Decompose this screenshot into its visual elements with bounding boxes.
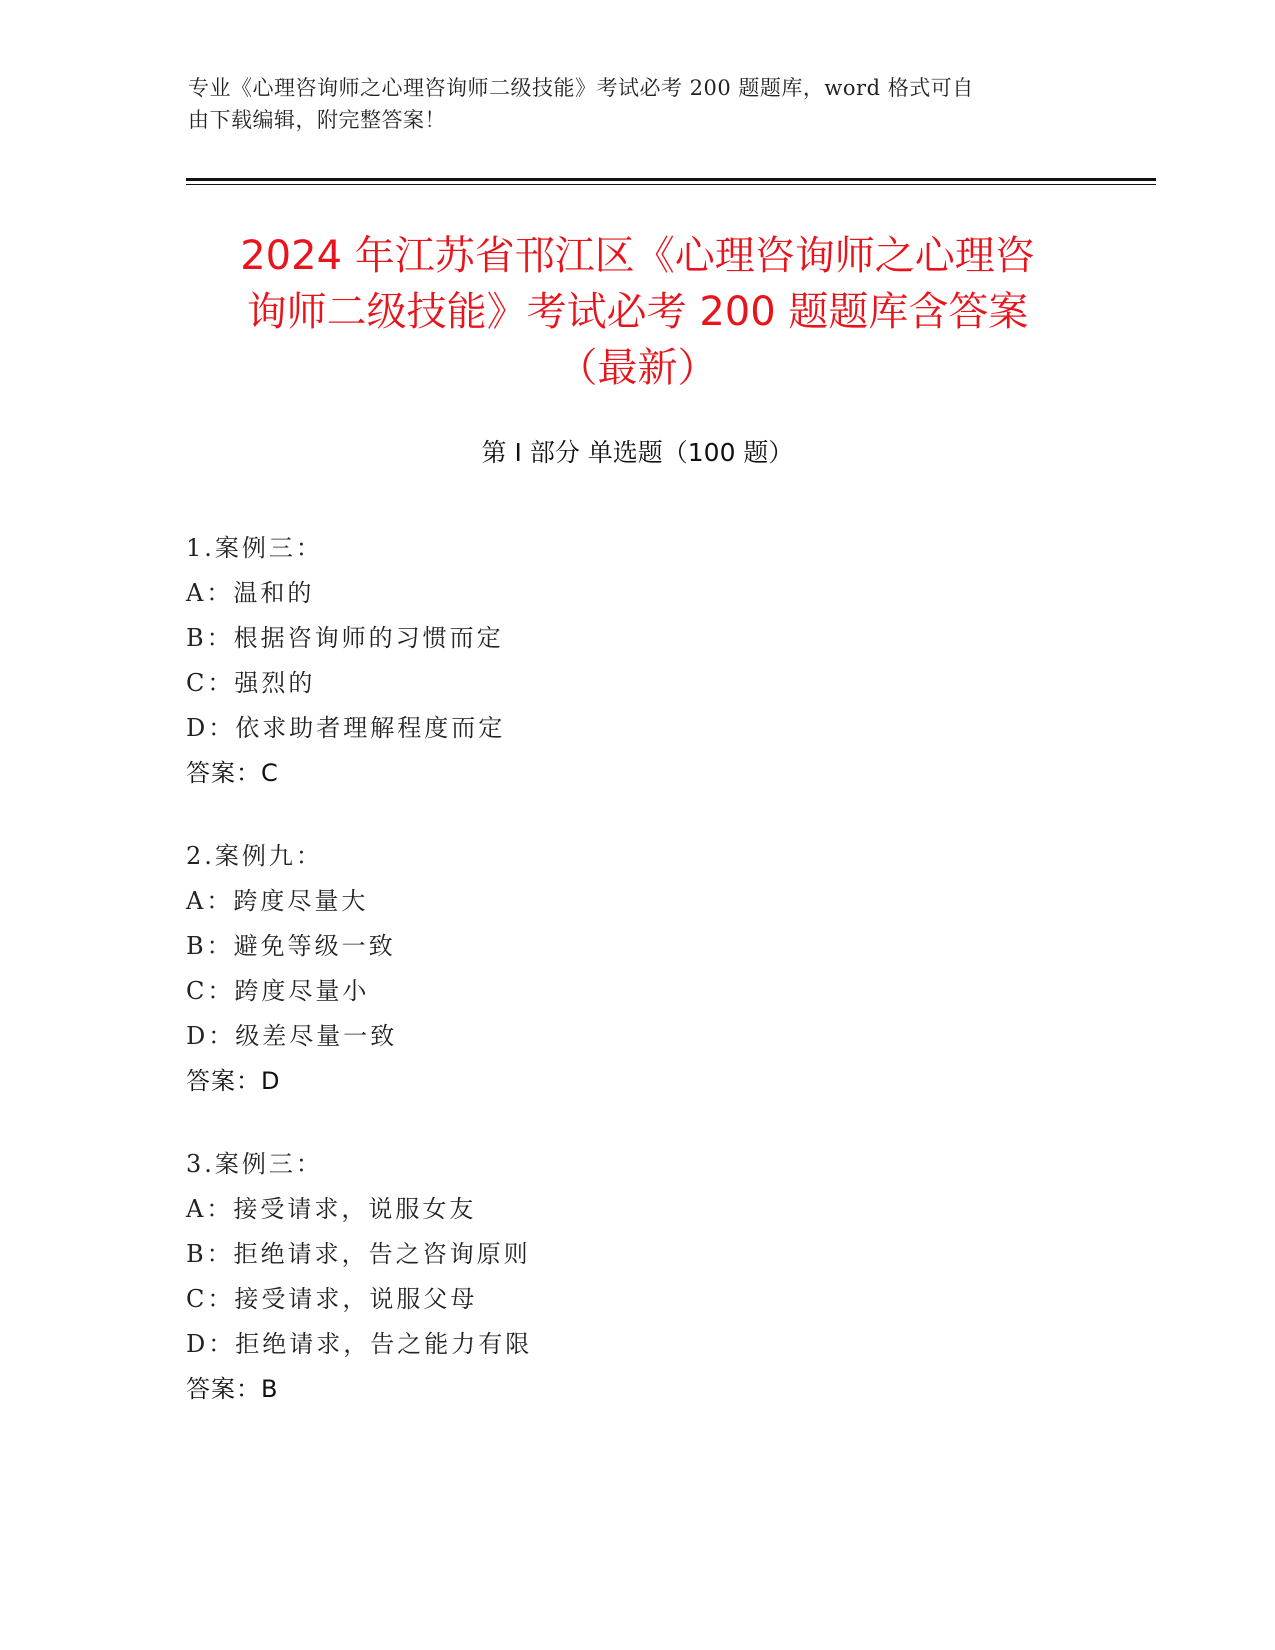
header-divider-thick bbox=[186, 178, 1156, 181]
question-stem: 3.案例三： bbox=[186, 1150, 323, 1178]
answer-line: 答案：B bbox=[186, 1375, 279, 1403]
option-d: D：依求助者理解程度而定 bbox=[186, 714, 506, 742]
option-b: B：拒绝请求，告之咨询原则 bbox=[186, 1240, 531, 1268]
question-stem: 1.案例三： bbox=[186, 534, 323, 562]
option-a: A：温和的 bbox=[186, 579, 315, 607]
question-item bbox=[186, 526, 1086, 796]
header-note-line-1: 专业《心理咨询师之心理咨询师二级技能》考试必考 200 题题库，word 格式可自 bbox=[188, 76, 974, 100]
option-c: C：跨度尽量小 bbox=[186, 977, 370, 1005]
option-c: C：强烈的 bbox=[186, 669, 316, 697]
title-line-3: （最新） bbox=[557, 345, 718, 391]
header-note bbox=[188, 72, 1068, 136]
question-list bbox=[186, 526, 1086, 1450]
header-divider-thin bbox=[186, 184, 1156, 185]
option-a: A：跨度尽量大 bbox=[186, 887, 369, 915]
question-item bbox=[186, 834, 1086, 1104]
section-heading: 第 I 部分 单选题（100 题） bbox=[481, 438, 794, 467]
option-c: C：接受请求，说服父母 bbox=[186, 1285, 478, 1313]
question-stem: 2.案例九： bbox=[186, 842, 323, 870]
question-item bbox=[186, 1142, 1086, 1412]
option-b: B：避免等级一致 bbox=[186, 932, 396, 960]
answer-line: 答案：C bbox=[186, 759, 279, 787]
title-line-1: 2024 年江苏省邗江区《心理咨询师之心理咨 bbox=[240, 233, 1035, 279]
answer-line: 答案：D bbox=[186, 1067, 281, 1095]
option-d: D：拒绝请求，告之能力有限 bbox=[186, 1330, 533, 1358]
header-note-line-2: 由下载编辑，附完整答案！ bbox=[188, 108, 446, 132]
option-a: A：接受请求，说服女友 bbox=[186, 1195, 477, 1223]
option-d: D：级差尽量一致 bbox=[186, 1022, 398, 1050]
title-line-2: 询师二级技能》考试必考 200 题题库含答案 bbox=[246, 289, 1029, 335]
document-title bbox=[150, 228, 1125, 396]
option-b: B：根据咨询师的习惯而定 bbox=[186, 624, 504, 652]
